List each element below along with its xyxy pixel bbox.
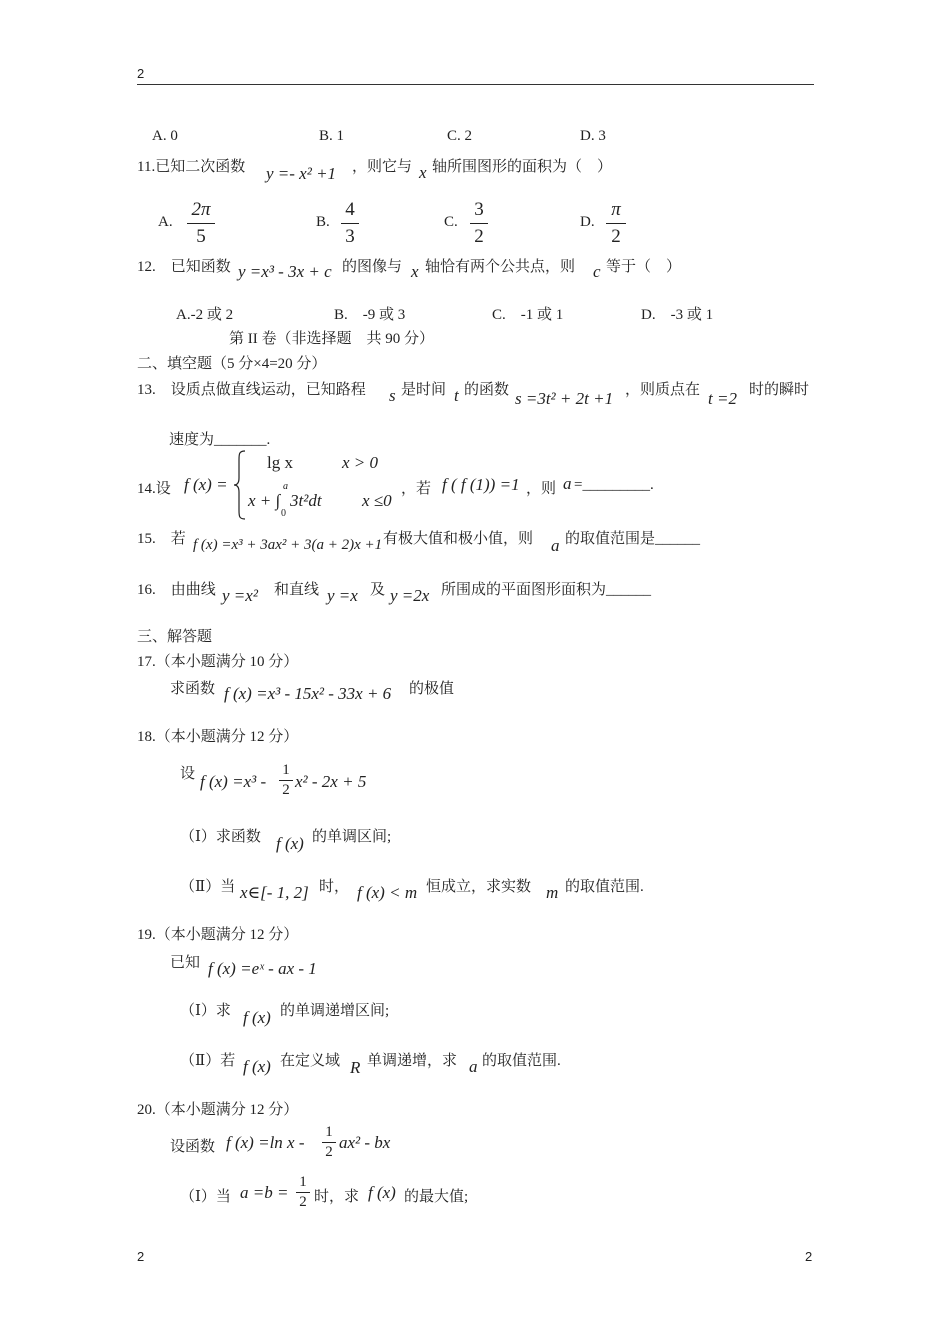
q20-part1-fx: f (x) xyxy=(368,1183,396,1202)
q20-part1-tail: 的最大值; xyxy=(404,1189,469,1205)
q20-part1-eq: a =b = xyxy=(240,1183,289,1202)
q18-part2-range: x∈[- 1, 2] xyxy=(240,883,309,902)
q20-part1-numerator: 1 xyxy=(299,1174,307,1190)
q19-part1-tail: 的单调递增区间; xyxy=(280,1003,390,1019)
header-rule xyxy=(137,84,814,85)
q20-fraction-numerator: 1 xyxy=(325,1124,333,1140)
q19-part2-mid2: 单调递增，求 xyxy=(367,1053,458,1069)
q16-line2: y =2x xyxy=(390,586,430,605)
fraction-bar xyxy=(606,223,626,224)
q14-cond1: x > 0 xyxy=(342,453,379,472)
q11-d-denominator: 2 xyxy=(611,226,621,247)
q15-label: 15. 若 xyxy=(137,531,186,547)
q13-formula2: t =2 xyxy=(708,389,737,408)
q18-fraction-denominator: 2 xyxy=(282,782,290,798)
q20-fraction xyxy=(322,1124,336,1161)
q13-stem: 13. 设质点做直线运动，已知路程 xyxy=(137,382,366,398)
q16-curve: y =x² xyxy=(222,586,258,605)
q13-mid2: 的函数 xyxy=(464,382,510,398)
part2-title: 第 II 卷（非选择题 共 90 分） xyxy=(229,331,434,347)
q13-mid3: ，则质点在 xyxy=(625,382,701,398)
q15-var-a: a xyxy=(551,536,560,555)
q14-fx: f (x) = xyxy=(184,475,228,494)
fraction-bar xyxy=(279,780,293,781)
footer-page-right: 2 xyxy=(805,1249,813,1264)
q13-formula: s =3t² + 2t +1 xyxy=(515,389,614,408)
q10-option-b: B. 1 xyxy=(319,128,345,144)
q11-option-a-fraction xyxy=(187,199,215,248)
q12-tail: 等于（ ） xyxy=(606,259,682,275)
q11-formula: y =- x² +1 xyxy=(266,164,337,183)
fraction-bar xyxy=(341,223,359,224)
q11-stem: 11.已知二次函数 xyxy=(137,159,246,175)
q16-mid: 和直线 xyxy=(274,582,320,598)
fraction-bar xyxy=(187,223,215,224)
q20-part1-denominator: 2 xyxy=(299,1194,307,1210)
q19-part2-mid: 在定义域 xyxy=(280,1053,341,1069)
q14-case1: lg x xyxy=(267,453,293,472)
q14-upper-limit: a xyxy=(283,481,288,492)
q19-part2-R: R xyxy=(350,1058,361,1077)
q14-mid: ，若 xyxy=(401,481,432,497)
q20-part1-label: （Ⅰ）当 xyxy=(180,1189,231,1205)
q14-var-a: a xyxy=(563,474,572,493)
q14-lower-limit: 0 xyxy=(281,508,286,519)
q19-stem: 已知 xyxy=(170,955,201,971)
q16-tail: 所围成的平面图形面积为______ xyxy=(441,582,652,598)
q17-tail: 的极值 xyxy=(409,681,455,697)
q12-mid2: 轴恰有两个公共点，则 xyxy=(425,259,576,275)
q18-part2-label: （Ⅱ）当 xyxy=(180,879,236,895)
fraction-bar xyxy=(296,1192,310,1193)
q13-answer-line: 速度为_______. xyxy=(169,432,271,448)
fraction-bar xyxy=(470,223,488,224)
q12-option-b: B. -9 或 3 xyxy=(334,307,406,323)
q13-var-t: t xyxy=(454,386,459,405)
q20-fraction-denominator: 2 xyxy=(325,1144,333,1160)
q11-b-numerator: 4 xyxy=(345,199,355,220)
q20-part1-fraction xyxy=(296,1174,310,1211)
q19-part1-label: （Ⅰ）求 xyxy=(180,1003,231,1019)
q14-formula: f ( f (1)) =1 xyxy=(442,475,520,494)
q18-part2-var: m xyxy=(546,883,559,902)
q12-mid: 的图像与 xyxy=(342,259,403,275)
q11-option-c-fraction xyxy=(470,199,488,248)
q16-label: 16. 由曲线 xyxy=(137,582,216,598)
q19-label: 19.（本小题满分 12 分） xyxy=(137,927,299,943)
q16-line1: y =x xyxy=(327,586,358,605)
q11-option-a-label: A. xyxy=(158,214,173,230)
q11-c-denominator: 2 xyxy=(474,226,484,247)
q15-formula: f (x) =x³ + 3ax² + 3(a + 2)x +1 xyxy=(193,537,383,553)
solution-section-title: 三、解答题 xyxy=(137,629,213,645)
q12-var-c: c xyxy=(593,262,601,281)
q20-formula-b: ax² - bx xyxy=(339,1133,391,1152)
q20-formula-a: f (x) =ln x - xyxy=(226,1133,305,1152)
q11-a-numerator: 2π xyxy=(191,199,211,220)
q11-option-d-label: D. xyxy=(580,214,595,230)
q12-option-a: A.-2 或 2 xyxy=(176,307,234,323)
footer-page-left: 2 xyxy=(137,1249,145,1264)
q13-var-s: s xyxy=(389,386,396,405)
q12-stem: 12. 已知函数 xyxy=(137,259,231,275)
q15-mid: 有极大值和极小值，则 xyxy=(383,531,534,547)
q10-option-a: A. 0 xyxy=(152,128,178,144)
q11-option-d-fraction xyxy=(606,199,626,248)
q12-var-x: x xyxy=(411,262,419,281)
q18-part2-mid2: 恒成立，求实数 xyxy=(426,879,532,895)
q17-stem: 求函数 xyxy=(170,681,216,697)
q14-integrand: 3t²dt xyxy=(290,491,322,510)
q11-var-x: x xyxy=(419,163,427,182)
q12-formula: y =x³ - 3x + c xyxy=(238,262,332,281)
q18-stem: 设 xyxy=(180,766,196,782)
q18-formula-a: f (x) =x³ - xyxy=(200,772,267,791)
q18-part1-label: （Ⅰ）求函数 xyxy=(180,829,261,845)
q19-part2-label: （Ⅱ）若 xyxy=(180,1053,236,1069)
q16-mid2: 及 xyxy=(370,582,386,598)
q20-part1-mid: 时，求 xyxy=(314,1189,360,1205)
q18-part2-inequality: f (x) < m xyxy=(357,883,418,902)
q18-part2-tail: 的取值范围. xyxy=(565,879,644,895)
q19-part2-tail: 的取值范围. xyxy=(482,1053,561,1069)
q18-part1-fx: f (x) xyxy=(276,834,304,853)
q18-formula-b: x² - 2x + 5 xyxy=(295,772,367,791)
fill-in-section-title: 二、填空题（5 分×4=20 分） xyxy=(137,356,327,372)
q18-fraction xyxy=(279,762,293,799)
q13-mid: 是时间 xyxy=(401,382,447,398)
q12-option-d: D. -3 或 1 xyxy=(641,307,714,323)
q14-label: 14.设 xyxy=(137,481,171,497)
q11-option-c-label: C. xyxy=(444,214,458,230)
left-brace-icon xyxy=(233,450,247,520)
q19-part2-var: a xyxy=(469,1057,478,1076)
q11-d-numerator: π xyxy=(611,199,621,220)
q11-b-denominator: 3 xyxy=(345,226,355,247)
q19-part2-fx: f (x) xyxy=(243,1057,271,1076)
q11-option-b-fraction xyxy=(341,199,359,248)
q11-c-numerator: 3 xyxy=(474,199,484,220)
header-page-number: 2 xyxy=(137,66,145,81)
q18-part1-tail: 的单调区间; xyxy=(312,829,392,845)
q13-tail: 时的瞬时 xyxy=(749,382,810,398)
q18-part2-mid: 时， xyxy=(319,879,350,895)
q14-case2: x + ∫ xyxy=(248,491,281,510)
q14-mid2: ，则 xyxy=(526,481,557,497)
q14-cond2: x ≤0 xyxy=(362,491,392,510)
q12-option-c: C. -1 或 1 xyxy=(492,307,564,323)
q10-option-c: C. 2 xyxy=(447,128,473,144)
q10-option-d: D. 3 xyxy=(580,128,606,144)
q11-mid: ，则它与 xyxy=(352,159,413,175)
q20-stem: 设函数 xyxy=(170,1139,216,1155)
q11-option-b-label: B. xyxy=(316,214,330,230)
q19-part1-fx: f (x) xyxy=(243,1008,271,1027)
q15-tail: 的取值范围是______ xyxy=(565,531,701,547)
q18-fraction-numerator: 1 xyxy=(282,762,290,778)
q19-formula: f (x) =eˣ - ax - 1 xyxy=(208,959,317,978)
fraction-bar xyxy=(322,1142,336,1143)
q14-tail: =_________. xyxy=(574,477,654,493)
q20-label: 20.（本小题满分 12 分） xyxy=(137,1102,299,1118)
q17-formula: f (x) =x³ - 15x² - 33x + 6 xyxy=(224,684,392,703)
q11-a-denominator: 5 xyxy=(196,226,206,247)
q17-label: 17.（本小题满分 10 分） xyxy=(137,654,299,670)
q11-tail: 轴所围图形的面积为（ ） xyxy=(432,159,613,175)
q18-label: 18.（本小题满分 12 分） xyxy=(137,729,299,745)
